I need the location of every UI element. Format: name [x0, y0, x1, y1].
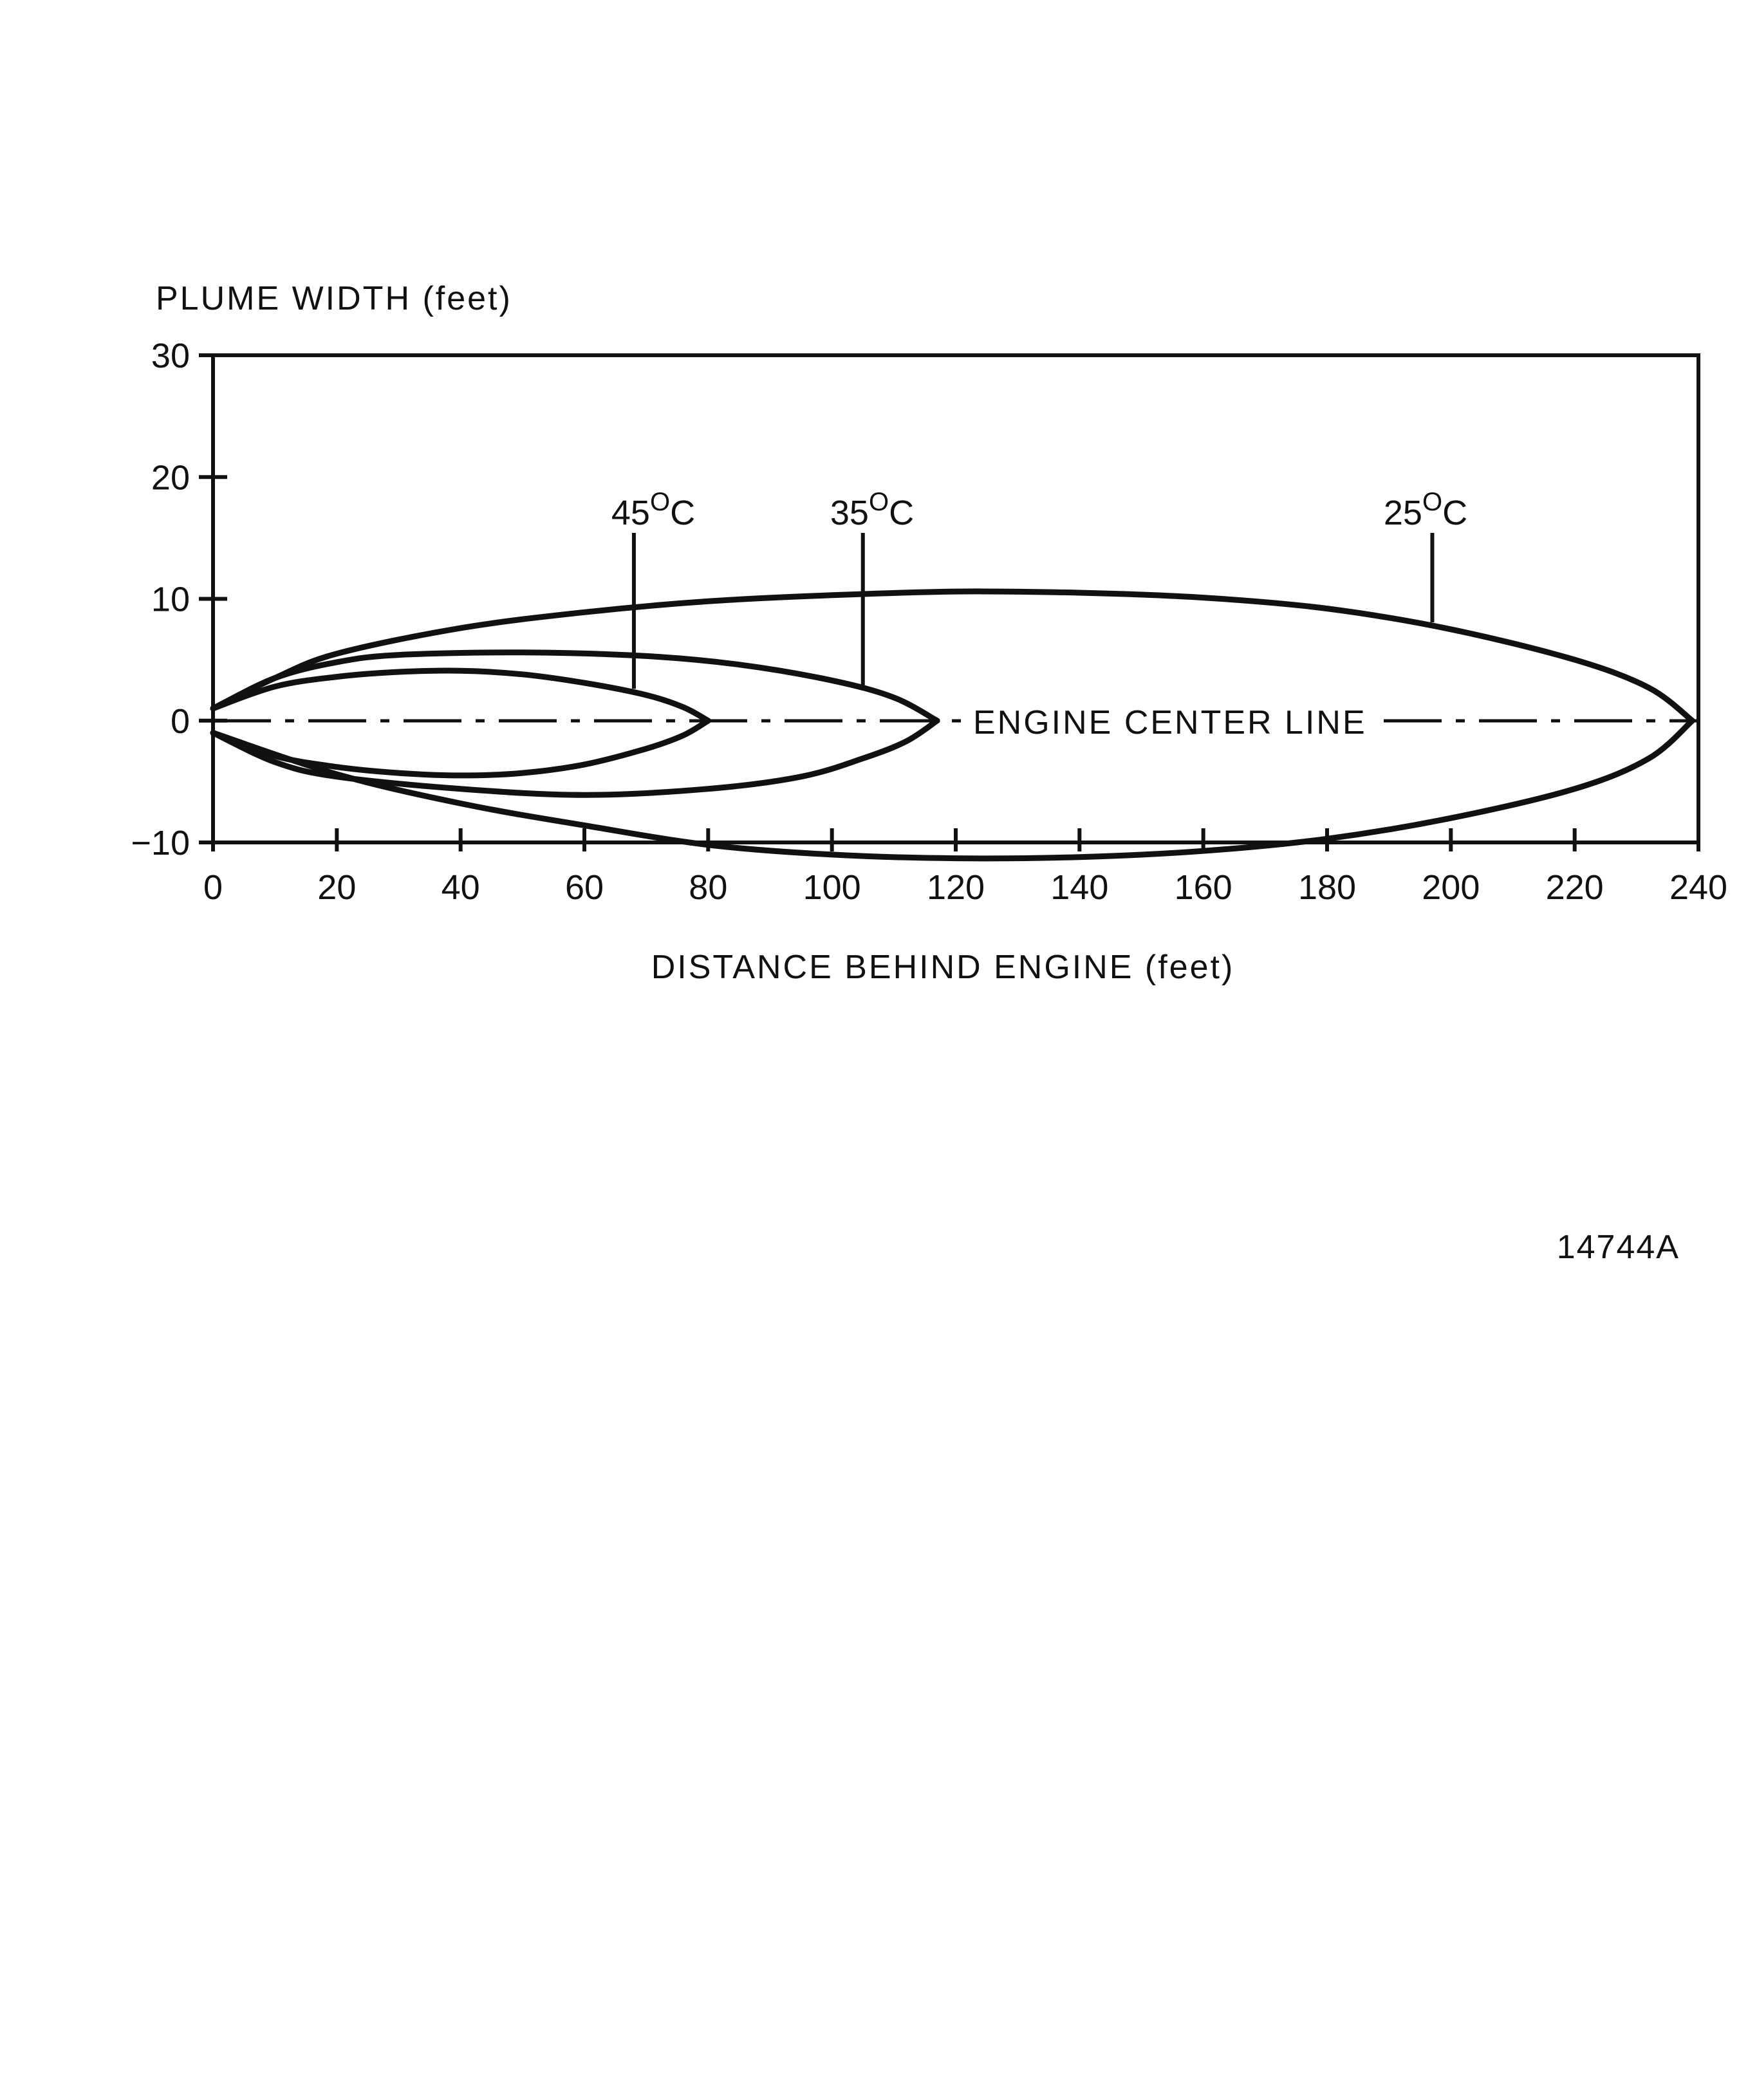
contour-35c-upper [213, 653, 937, 721]
x-tick-label: 220 [1545, 868, 1604, 907]
contour-35c-lower [213, 721, 937, 795]
engine-center-line-label: ENGINE CENTER LINE [973, 704, 1367, 741]
x-tick-label: 120 [926, 868, 985, 907]
x-tick-label: 0 [203, 868, 223, 907]
x-axis-title: DISTANCE BEHIND ENGINE (feet) [651, 949, 1235, 986]
temperature-contours [213, 591, 1692, 859]
y-tick-label: 10 [151, 580, 190, 619]
figure-id: 14744A [1556, 1229, 1680, 1266]
x-tick-label: 60 [564, 868, 604, 907]
x-tick-label: 200 [1422, 868, 1480, 907]
plot-frame [213, 355, 1698, 842]
x-tick-label: 40 [441, 868, 480, 907]
x-tick-label: 140 [1050, 868, 1109, 907]
y-tick-label: −10 [131, 824, 190, 862]
label-45c: $45^OC$ [611, 488, 696, 532]
y-tick-label: 20 [151, 458, 190, 497]
x-tick-label: 180 [1297, 868, 1357, 907]
x-axis-ticks [203, 828, 1727, 907]
label-35c: $35^OC$ [830, 488, 915, 532]
y-axis-title: PLUME WIDTH (feet) [156, 280, 512, 317]
x-tick-label: 80 [689, 868, 728, 907]
y-tick-label: 30 [151, 337, 190, 375]
x-tick-label: 20 [317, 868, 357, 907]
label-25c: $25^OC$ [1383, 488, 1468, 532]
contour-labels [611, 488, 1467, 689]
x-tick-label: 100 [803, 868, 861, 907]
y-tick-label: 0 [170, 702, 190, 741]
x-tick-label: 160 [1174, 868, 1232, 907]
x-tick-label: 240 [1669, 868, 1728, 907]
